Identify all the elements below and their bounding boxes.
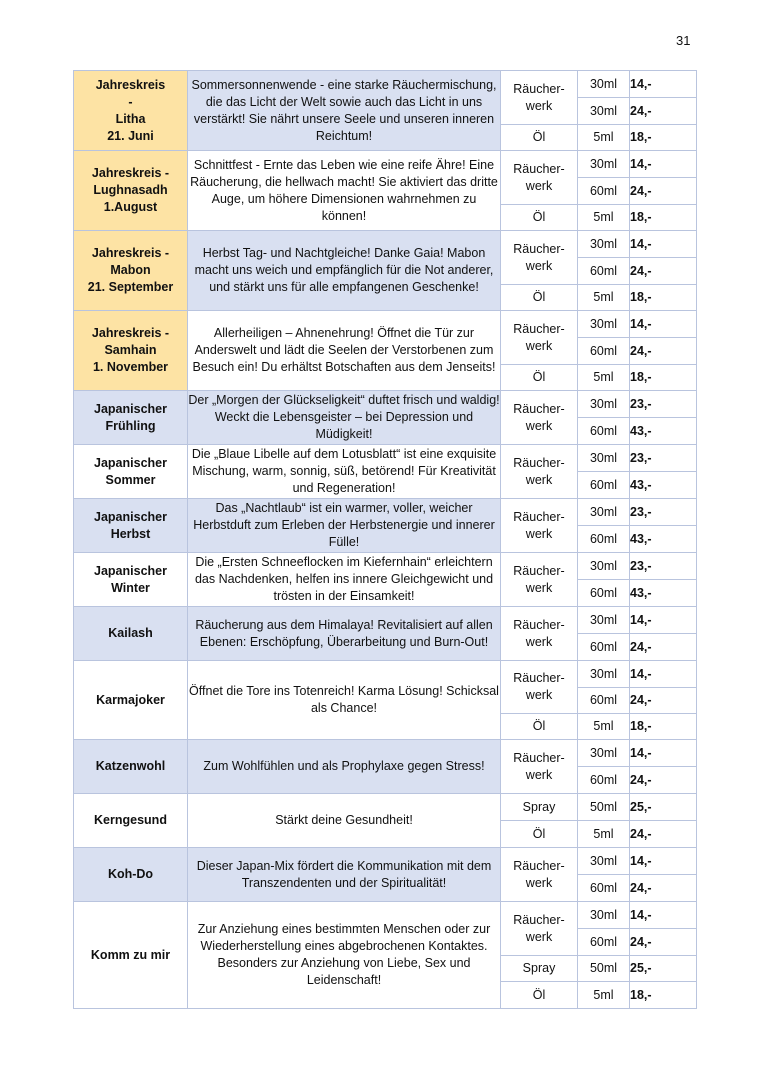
product-price: 23,-: [630, 553, 697, 580]
product-name: Jahreskreis - Lughnasadh 1.August: [74, 151, 188, 231]
product-volume: 60ml: [578, 875, 630, 902]
product-volume: 60ml: [578, 418, 630, 445]
product-form: Räucher- werk: [501, 499, 578, 553]
table-row: [74, 499, 697, 526]
product-volume: 60ml: [578, 929, 630, 956]
product-volume: 30ml: [578, 902, 630, 929]
product-volume: 5ml: [578, 365, 630, 391]
product-price: 24,-: [630, 767, 697, 794]
product-price: 25,-: [630, 794, 697, 821]
product-price: 18,-: [630, 714, 697, 740]
product-description: Zum Wohlfühlen und als Prophylaxe gegen Stress!: [188, 740, 501, 794]
product-price: 43,-: [630, 472, 697, 499]
product-form: Räucher- werk: [501, 607, 578, 661]
product-form: Öl: [501, 714, 578, 740]
product-volume: 30ml: [578, 848, 630, 875]
product-form: Öl: [501, 365, 578, 391]
product-volume: 60ml: [578, 472, 630, 499]
product-volume: 30ml: [578, 231, 630, 258]
product-volume: 5ml: [578, 982, 630, 1009]
product-name: Komm zu mir: [74, 902, 188, 1009]
product-price: 23,-: [630, 391, 697, 418]
product-name: Kerngesund: [74, 794, 188, 848]
product-form: Räucher- werk: [501, 311, 578, 365]
product-form: Öl: [501, 982, 578, 1009]
product-description: Herbst Tag- und Nachtgleiche! Danke Gaia! Mabon macht uns weich und empfänglich für die Not anderer, und stärkt uns für alle empfangenen Geschenke!: [188, 231, 501, 311]
product-name: Japanischer Frühling: [74, 391, 188, 445]
product-volume: 30ml: [578, 740, 630, 767]
product-price: 14,-: [630, 607, 697, 634]
product-form: Öl: [501, 821, 578, 848]
product-price: 18,-: [630, 365, 697, 391]
product-volume: 60ml: [578, 688, 630, 714]
table-row: [74, 794, 697, 821]
product-price: 24,-: [630, 258, 697, 285]
product-form: Öl: [501, 125, 578, 151]
product-price: 14,-: [630, 151, 697, 178]
product-form: Spray: [501, 794, 578, 821]
product-form: Räucher- werk: [501, 445, 578, 499]
product-name: Jahreskreis - Mabon 21. September: [74, 231, 188, 311]
product-volume: 60ml: [578, 338, 630, 365]
product-form: Öl: [501, 285, 578, 311]
product-name: Kailash: [74, 607, 188, 661]
product-price: 24,-: [630, 929, 697, 956]
product-volume: 50ml: [578, 956, 630, 982]
product-description: Sommersonnenwende - eine starke Räuchermischung, die das Licht der Welt sowie auch das Licht in uns verstärkt! Sie nährt unsere Seele und unseren inneren Reichtum!: [188, 71, 501, 151]
product-name: Japanischer Winter: [74, 553, 188, 607]
product-price: 14,-: [630, 311, 697, 338]
product-price: 25,-: [630, 956, 697, 982]
product-price: 14,-: [630, 71, 697, 98]
product-volume: 60ml: [578, 580, 630, 607]
product-volume: 30ml: [578, 391, 630, 418]
product-volume: 30ml: [578, 607, 630, 634]
product-description: Dieser Japan-Mix fördert die Kommunikation mit dem Transzendenten und der Spiritualität!: [188, 848, 501, 902]
product-form: Öl: [501, 205, 578, 231]
product-price: 18,-: [630, 125, 697, 151]
product-volume: 30ml: [578, 661, 630, 688]
product-description: Öffnet die Tore ins Totenreich! Karma Lösung! Schicksal als Chance!: [188, 661, 501, 740]
table-row: [74, 311, 697, 338]
table-row: [74, 445, 697, 472]
product-volume: 5ml: [578, 285, 630, 311]
page-number: 31: [676, 33, 691, 48]
product-price: 14,-: [630, 902, 697, 929]
product-price: 24,-: [630, 688, 697, 714]
product-description: Der „Morgen der Glückseligkeit“ duftet frisch und waldig! Weckt die Lebensgeister – bei Depression und Müdigkeit!: [188, 391, 501, 445]
product-volume: 60ml: [578, 178, 630, 205]
product-table: [73, 70, 697, 1009]
product-price: 14,-: [630, 848, 697, 875]
table-row: [74, 391, 697, 418]
product-price: 18,-: [630, 205, 697, 231]
product-form: Räucher- werk: [501, 848, 578, 902]
product-volume: 30ml: [578, 445, 630, 472]
product-name: Karmajoker: [74, 661, 188, 740]
product-price: 14,-: [630, 231, 697, 258]
table-row: [74, 151, 697, 178]
product-price: 24,-: [630, 178, 697, 205]
product-price: 14,-: [630, 661, 697, 688]
product-name: Koh-Do: [74, 848, 188, 902]
product-form: Räucher- werk: [501, 553, 578, 607]
product-volume: 60ml: [578, 258, 630, 285]
product-price: 43,-: [630, 418, 697, 445]
product-volume: 50ml: [578, 794, 630, 821]
product-price: 23,-: [630, 445, 697, 472]
product-name: Katzenwohl: [74, 740, 188, 794]
product-volume: 30ml: [578, 311, 630, 338]
product-price: 24,-: [630, 821, 697, 848]
product-form: Räucher- werk: [501, 71, 578, 125]
product-volume: 60ml: [578, 526, 630, 553]
table-row: [74, 231, 697, 258]
table-row: [74, 553, 697, 580]
table-row: [74, 902, 697, 929]
product-name: Japanischer Sommer: [74, 445, 188, 499]
product-volume: 30ml: [578, 553, 630, 580]
table-row: [74, 71, 697, 98]
product-name: Jahreskreis - Samhain 1. November: [74, 311, 188, 391]
product-price: 23,-: [630, 499, 697, 526]
product-description: Die „Blaue Libelle auf dem Lotusblatt“ ist eine exquisite Mischung, warm, sonnig, süß, betörend! Für Kreativität und Regeneration!: [188, 445, 501, 499]
product-description: Stärkt deine Gesundheit!: [188, 794, 501, 848]
product-form: Räucher- werk: [501, 151, 578, 205]
product-price: 24,-: [630, 634, 697, 661]
product-description: Schnittfest - Ernte das Leben wie eine reife Ähre! Eine Räucherung, die hellwach macht! Sie aktiviert das dritte Auge, um höhere Dimensionen wahrnehmen zu können!: [188, 151, 501, 231]
product-form: Räucher- werk: [501, 391, 578, 445]
product-volume: 5ml: [578, 125, 630, 151]
product-price: 14,-: [630, 740, 697, 767]
product-volume: 30ml: [578, 499, 630, 526]
product-form: Räucher- werk: [501, 740, 578, 794]
product-volume: 5ml: [578, 714, 630, 740]
table-row: [74, 661, 697, 688]
table-row: [74, 740, 697, 767]
product-volume: 60ml: [578, 634, 630, 661]
product-price: 18,-: [630, 982, 697, 1009]
product-price: 43,-: [630, 580, 697, 607]
product-volume: 30ml: [578, 71, 630, 98]
product-form: Spray: [501, 956, 578, 982]
product-volume: 5ml: [578, 205, 630, 231]
product-description: Zur Anziehung eines bestimmten Menschen oder zur Wiederherstellung eines abgebrochenen Kontaktes. Besonders zur Anziehung von Liebe, Sex und Leidenschaft!: [188, 902, 501, 1009]
product-description: Das „Nachtlaub“ ist ein warmer, voller, weicher Herbstduft zum Erleben der Herbstenergie und innerer Fülle!: [188, 499, 501, 553]
product-form: Räucher- werk: [501, 902, 578, 956]
product-volume: 60ml: [578, 767, 630, 794]
product-description: Räucherung aus dem Himalaya! Revitalisiert auf allen Ebenen: Erschöpfung, Überarbeitung und Burn-Out!: [188, 607, 501, 661]
product-name: Jahreskreis - Litha 21. Juni: [74, 71, 188, 151]
product-volume: 5ml: [578, 821, 630, 848]
product-description: Allerheiligen – Ahnenehrung! Öffnet die Tür zur Anderswelt und lädt die Seelen der Verstorbenen zum Besuch ein! Du erhältst Botschaften aus dem Jenseits!: [188, 311, 501, 391]
product-volume: 30ml: [578, 151, 630, 178]
table-row: [74, 848, 697, 875]
product-description: Die „Ersten Schneeflocken im Kiefernhain“ erleichtern das Nachdenken, helfen ins innere Gleichgewicht und trösten in der Einsamkeit!: [188, 553, 501, 607]
product-price: 43,-: [630, 526, 697, 553]
product-form: Räucher- werk: [501, 231, 578, 285]
product-price: 18,-: [630, 285, 697, 311]
product-volume: 30ml: [578, 98, 630, 125]
product-price: 24,-: [630, 338, 697, 365]
product-form: Räucher- werk: [501, 661, 578, 714]
product-price: 24,-: [630, 875, 697, 902]
product-price: 24,-: [630, 98, 697, 125]
table-row: [74, 607, 697, 634]
product-name: Japanischer Herbst: [74, 499, 188, 553]
